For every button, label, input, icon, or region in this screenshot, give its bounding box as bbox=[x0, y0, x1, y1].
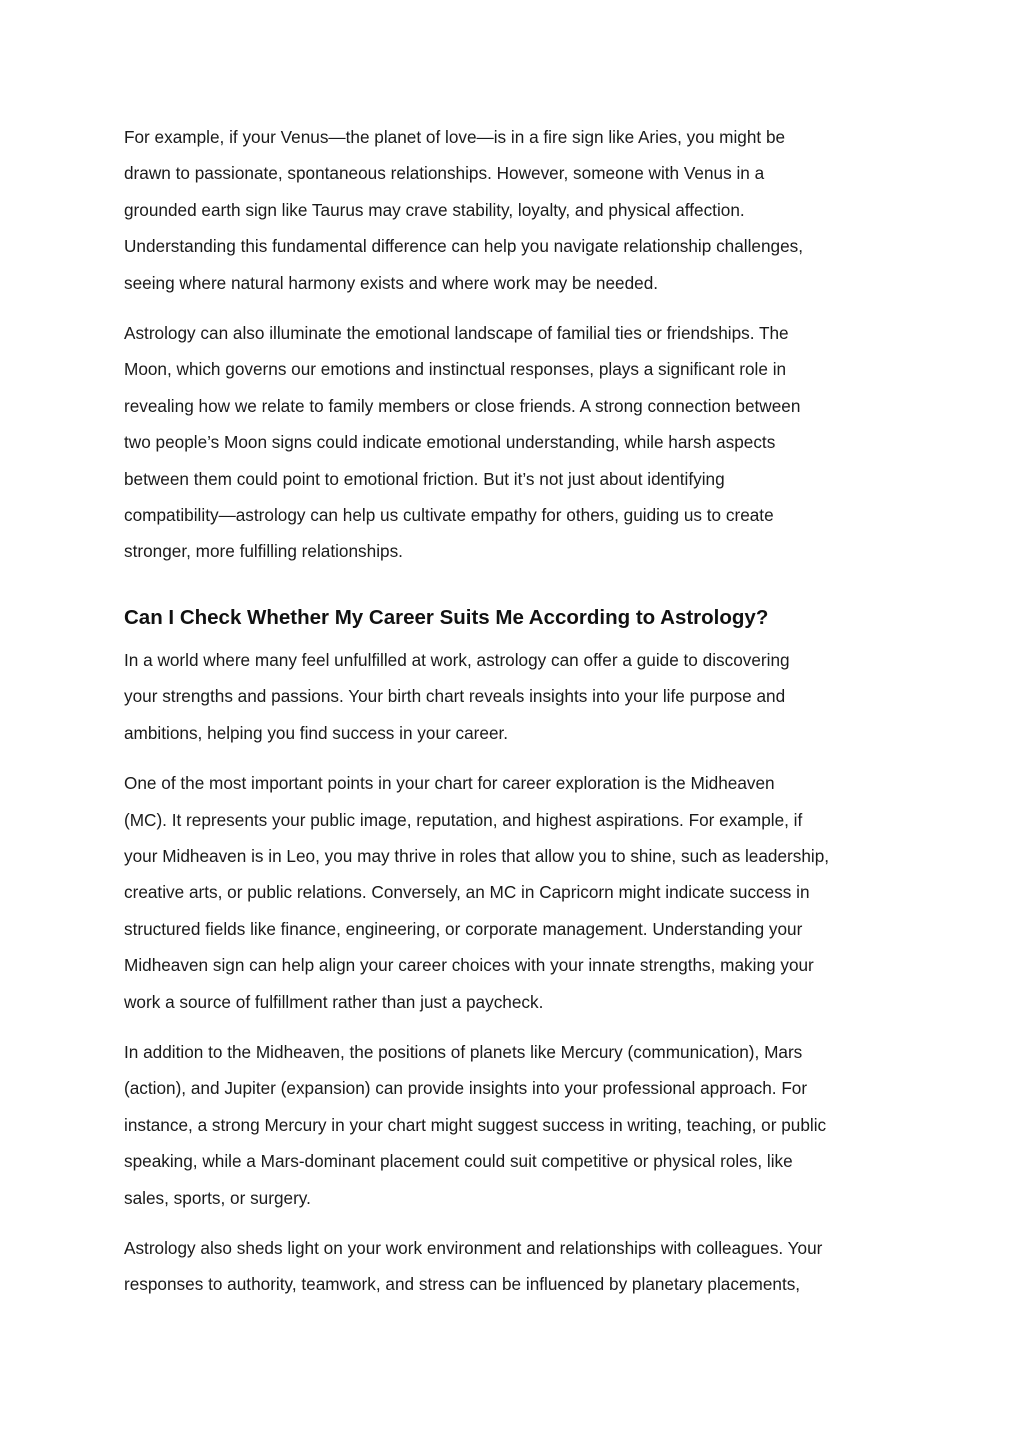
text-line: between them could point to emotional friction. But it’s not just about identifying bbox=[124, 468, 725, 489]
text-line: creative arts, or public relations. Conversely, an MC in Capricorn might indicate success in bbox=[124, 882, 810, 903]
text-line: (action), and Jupiter (expansion) can provide insights into your professional approach. For bbox=[124, 1078, 808, 1099]
paragraph-planets bbox=[124, 1034, 904, 1216]
section-heading: Can I Check Whether My Career Suits Me According to Astrology? bbox=[124, 605, 769, 629]
text-line: ambitions, helping you find success in your career. bbox=[124, 722, 509, 743]
text-line: (MC). It represents your public image, reputation, and highest aspirations. For example, if bbox=[124, 809, 803, 830]
text-line: work a source of fulfillment rather than just a paycheck. bbox=[124, 991, 544, 1012]
text-line: Midheaven sign can help align your career choices with your innate strengths, making your bbox=[124, 955, 814, 976]
text-line: your strengths and passions. Your birth chart reveals insights into your life purpose and bbox=[124, 686, 786, 707]
text-line: structured fields like finance, engineering, or corporate management. Understanding your bbox=[124, 918, 803, 939]
text-line: compatibility—astrology can help us cultivate empathy for others, guiding us to create bbox=[124, 505, 774, 526]
paragraph-moon bbox=[124, 315, 904, 570]
text-line: instance, a strong Mercury in your chart might suggest success in writing, teaching, or public bbox=[124, 1114, 827, 1135]
text-line: your Midheaven is in Leo, you may thrive in roles that allow you to shine, such as leadership, bbox=[124, 845, 830, 866]
text-line: grounded earth sign like Taurus may crave stability, loyalty, and physical affection. bbox=[124, 199, 745, 220]
paragraph-career-intro bbox=[124, 642, 904, 751]
text-line: Understanding this fundamental difference can help you navigate relationship challenges, bbox=[124, 236, 804, 257]
text-line: For example, if your Venus—the planet of love—is in a fire sign like Aries, you might be bbox=[124, 127, 786, 147]
text-line: In addition to the Midheaven, the positions of planets like Mercury (communication), Mars bbox=[124, 1041, 803, 1062]
text-line: revealing how we relate to family members or close friends. A strong connection between bbox=[124, 395, 801, 416]
text-line: stronger, more fulfilling relationships. bbox=[124, 541, 403, 562]
text-line: drawn to passionate, spontaneous relationships. However, someone with Venus in a bbox=[124, 163, 765, 184]
text-line: speaking, while a Mars-dominant placement could suit competitive or physical roles, like bbox=[124, 1151, 793, 1172]
paragraph-midheaven bbox=[124, 765, 904, 1020]
text-line: Moon, which governs our emotions and instinctual responses, plays a significant role in bbox=[124, 359, 787, 380]
paragraph-venus bbox=[124, 119, 904, 301]
text-line: two people’s Moon signs could indicate emotional understanding, while harsh aspects bbox=[124, 432, 776, 453]
paragraph-work-environment bbox=[124, 1230, 904, 1303]
text-line: responses to authority, teamwork, and stress can be influenced by planetary placements, bbox=[124, 1274, 801, 1295]
text-line: sales, sports, or surgery. bbox=[124, 1187, 311, 1208]
text-line: Astrology also sheds light on your work environment and relationships with colleagues. Your bbox=[124, 1237, 823, 1258]
text-line: One of the most important points in your chart for career exploration is the Midheaven bbox=[124, 773, 775, 794]
text-line: In a world where many feel unfulfilled at work, astrology can offer a guide to discovering bbox=[124, 649, 790, 670]
text-line: seeing where natural harmony exists and where work may be needed. bbox=[124, 272, 659, 293]
text-line: Astrology can also illuminate the emotional landscape of familial ties or friendships. The bbox=[124, 323, 789, 344]
document-page bbox=[124, 119, 904, 1317]
